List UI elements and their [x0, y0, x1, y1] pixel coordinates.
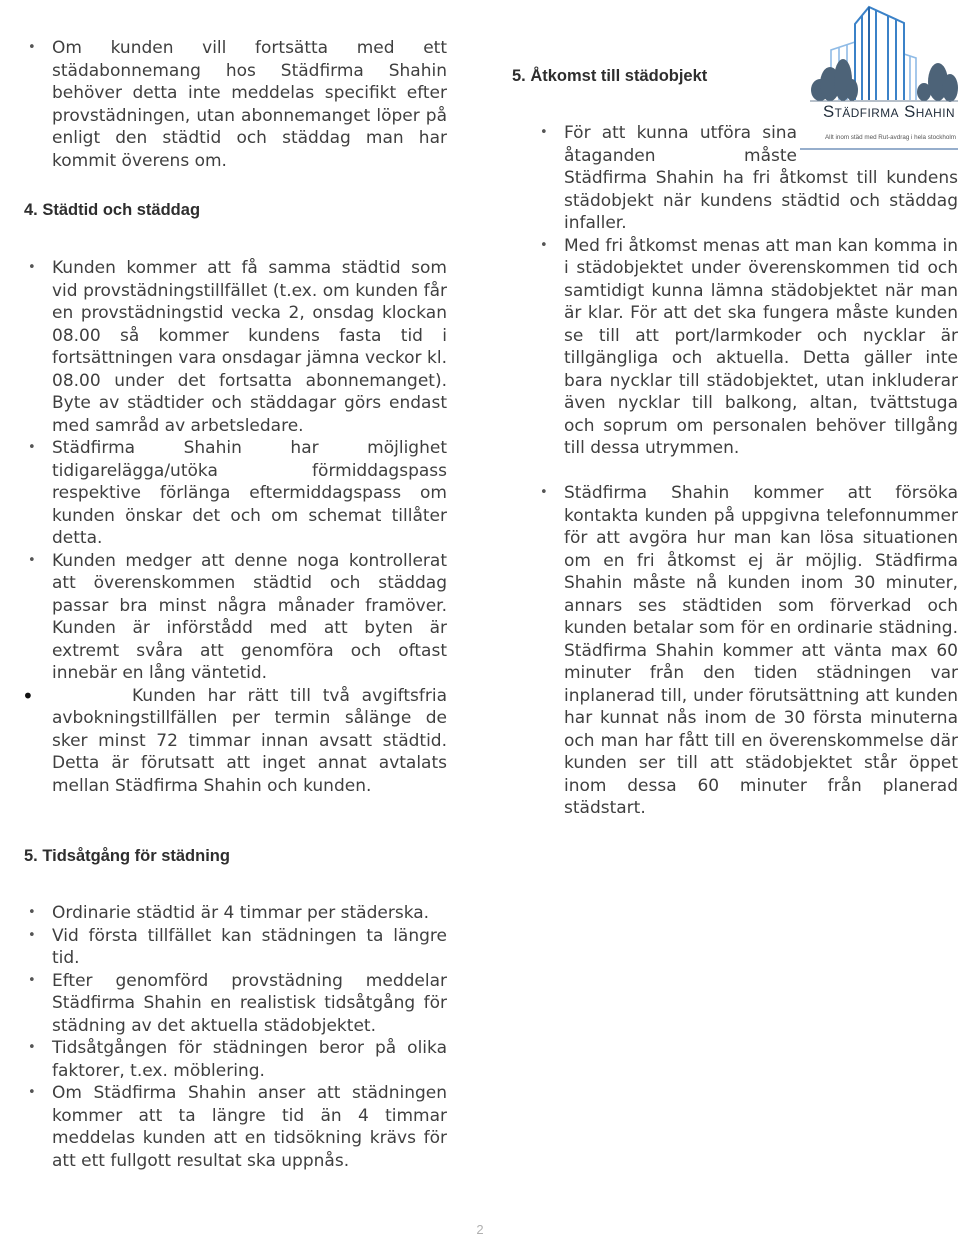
- list-item: • Ordinarie städtid är 4 timmar per städerska.: [52, 902, 447, 925]
- list-item: • Om kunden vill fortsätta med ett städabonnemang hos Städfirma Shahin behöver detta inte meddelas specifikt efter provstädningen, utan abonnemanget löper på enligt den städtid och städdag man har kommit överens om.: [52, 37, 447, 172]
- section-heading-atkomst: 5. Åtkomst till städobjekt: [512, 67, 708, 85]
- list-item: • Efter genomförd provstädning meddelar Städfirma Shahin en realistisk tidsåtgång för städning av det aktuella städobjektet.: [52, 970, 447, 1038]
- logo-tagline: Allt inom städ med Rut-avdrag i hela stockholm: [825, 134, 956, 141]
- logo-trees: [811, 59, 958, 102]
- list-item: • Kunden kommer att få samma städtid som vid provstädningstillfället (t.ex. om kunden får en provstädningstid vecka 2, onsdag klockan 08.00 så kommer kundens fasta tid i fortsättningen vara onsdagar jämna veckor kl. 08.00 under det fortsatta abonnemanget). Byte av städtider och städdagar görs endast med samråd av arbetsledare.: [52, 257, 447, 437]
- section-stadtid-body: [52, 257, 447, 797]
- intro-list: [52, 37, 447, 172]
- list-item: • Städfirma Shahin har möjlighet tidigarelägga/utöka förmiddagspass respektive förlänga eftermiddagspass om kunden önskar det och om schemat tillåter detta.: [52, 437, 447, 550]
- list-item: • Med fri åtkomst menas att man kan komma in i städobjektet under överenskommen tid och samtidigt kunna lämna städobjektet när man är klar. För att det ska fungera måste kunden se till att port/larmkoder och nycklar är tillgängliga och aktuella. Detta gäller inte bara nycklar till städobjektet, utan inkluderar även nycklar till balkong, altan, tvättstuga och soprum om personalen behöver tillgång till dessa utrymmen.: [564, 235, 958, 460]
- atkomst-list: [564, 122, 958, 820]
- section-tidsatgang-body: [52, 902, 447, 1172]
- logo-graphic: [798, 4, 958, 154]
- list-item: • Om Städfirma Shahin anser att städningen kommer att ta längre tid än 4 timmar meddelas kunden att en tidsökning krävs för att ett fullgott resultat ska uppnås.: [52, 1082, 447, 1172]
- page-number: 2: [476, 1222, 484, 1237]
- list-item-text: För att kunna utföra sina åtaganden måste Städfirma Shahin ha fri åtkomst till kundens städobjekt när kundens städtid och städdag infaller.: [564, 123, 958, 233]
- list-item: • Städfirma Shahin kommer att försöka kontakta kunden på uppgivna telefonnummer för att avgöra hur man kan lösa situationen om en fri åtkomst ej är möjlig. Städfirma Shahin måste nå kunden inom 30 minuter, annars ses städtiden som förverkad och kunden betalar som för en ordinarie städning. Städfirma Shahin kommer att vänta max 60 minuter från den tiden städningen var inplanerad till, under förutsättning att kunden har kunnat nås inom de 30 första minuterna och man har fått till en överenskommelse där kunden ser till att städobjektet står öppet inom dessa 60 minuter från planerad städstart.: [564, 482, 958, 820]
- section-heading-tidsatgang: 5. Tidsåtgång för städning: [24, 847, 230, 865]
- section-heading-stadtid: 4. Städtid och städdag: [24, 201, 201, 219]
- section-atkomst-body: [564, 122, 958, 820]
- list-item: • Tidsåtgången för städningen beror på olika faktorer, t.ex. möblering.: [52, 1037, 447, 1082]
- logo-name: Städfirma Shahin: [823, 102, 955, 121]
- list-item: • Vid första tillfället kan städningen ta längre tid.: [52, 925, 447, 970]
- intro-section: [52, 37, 447, 172]
- stadtid-list: [52, 257, 447, 797]
- tidsatgang-list: [52, 902, 447, 1172]
- list-item: • Kunden medger att denne noga kontrollerat att överenskommen städtid och städdag passar bra minst några månader framöver. Kunden är införstådd med att byten är extremt svåra att genomföra och oftast innebär en lång väntetid.: [52, 550, 447, 685]
- list-item: • Kunden har rätt till två avgiftsfria avbokningstillfällen per termin sålänge de sker minst 72 timmar innan avsatt städtid. Detta är förutsatt att inget annat avtalats mellan Städfirma Shahin och kunden.: [52, 685, 447, 798]
- company-logo: [798, 4, 958, 154]
- logo-building: [855, 7, 904, 100]
